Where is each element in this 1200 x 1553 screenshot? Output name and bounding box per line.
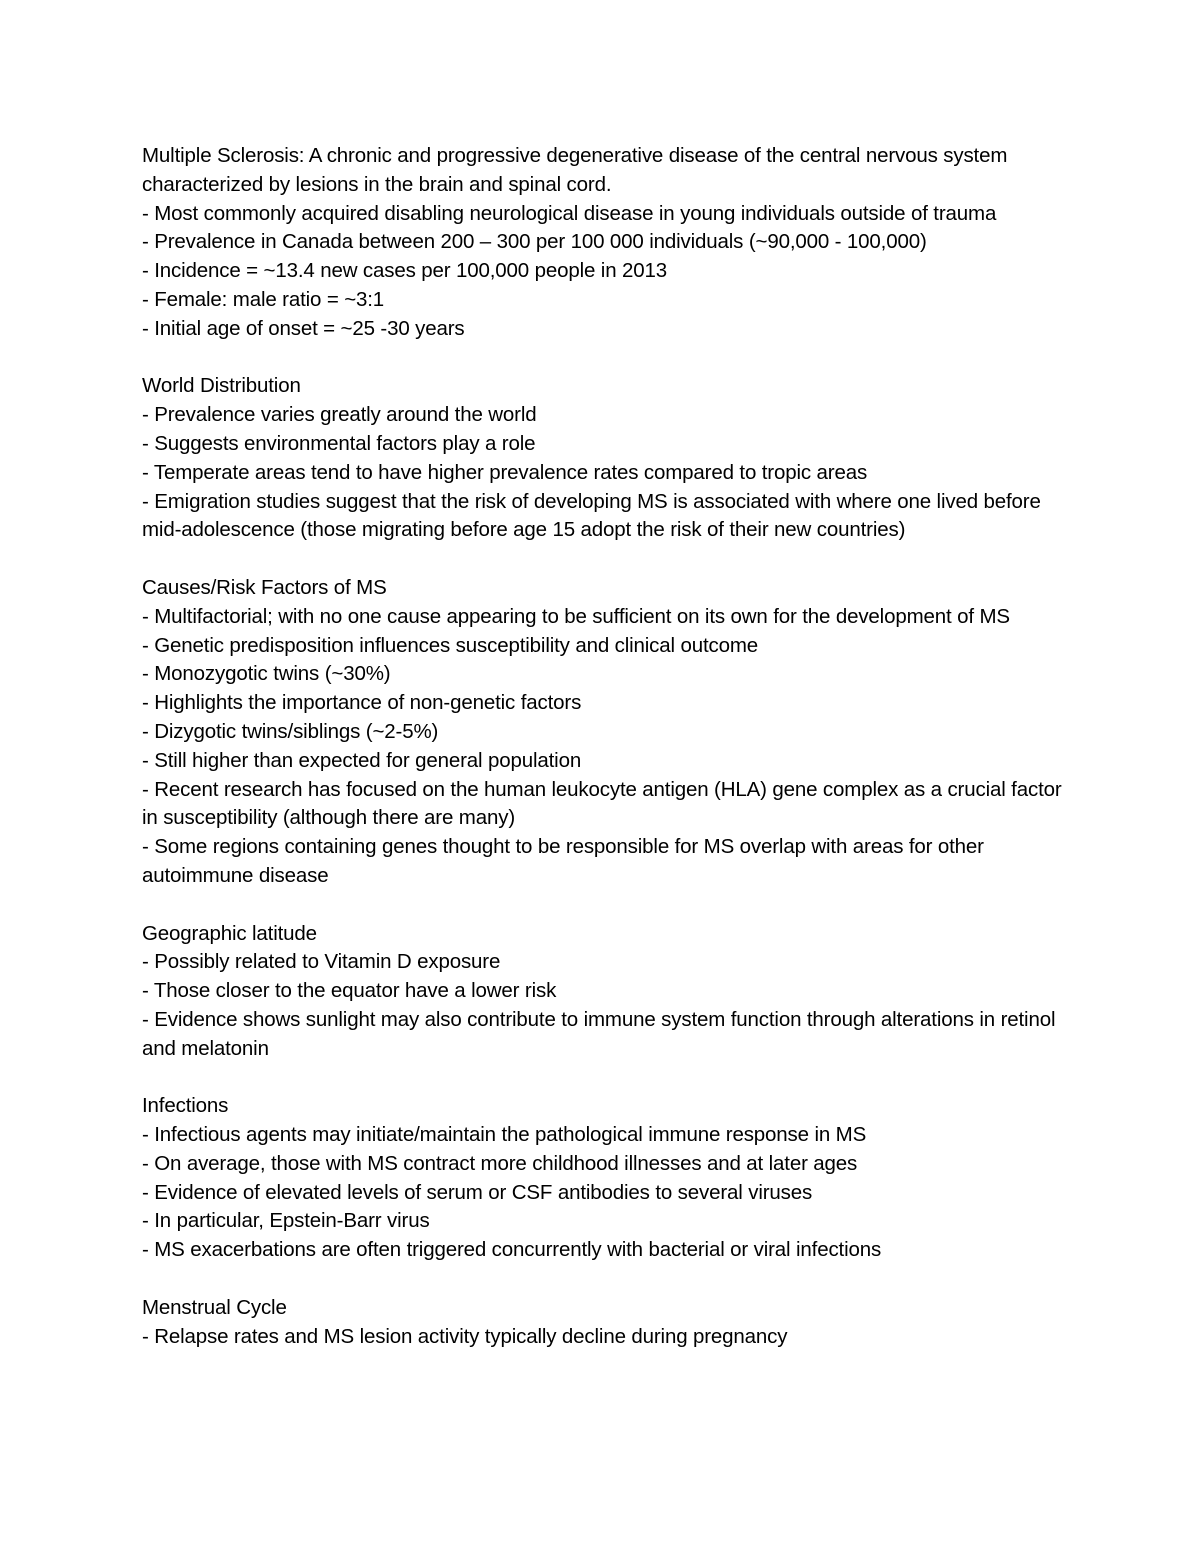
section-overview [142, 142, 1072, 344]
section-risk-factors [142, 574, 1072, 891]
paragraph-definition: Multiple Sclerosis: A chronic and progressive degenerative disease of the central nervous system characterized by lesions in the brain and spinal cord. [142, 144, 1008, 196]
list-item: - Evidence of elevated levels of serum or CSF antibodies to several viruses [142, 1180, 813, 1204]
list-item: - Some regions containing genes thought to be responsible for MS overlap with areas for other autoimmune disease [142, 835, 984, 887]
section-heading: Causes/Risk Factors of MS [142, 575, 387, 599]
list-item: - Prevalence varies greatly around the world [142, 403, 537, 427]
list-item: - Recent research has focused on the human leukocyte antigen (HLA) gene complex as a crucial factor in susceptibility (although there are many) [142, 777, 1062, 830]
list-item: - Suggests environmental factors play a role [142, 431, 536, 455]
list-item: - Incidence = ~13.4 new cases per 100,000 people in 2013 [142, 259, 667, 283]
list-item: - Evidence shows sunlight may also contribute to immune system function through alterations in retinol and melatonin [142, 1007, 1056, 1060]
list-item: - Female: male ratio = ~3:1 [142, 287, 385, 311]
section-heading: Infections [142, 1094, 229, 1118]
list-item: - Relapse rates and MS lesion activity typically decline during pregnancy [142, 1324, 788, 1348]
section-infections [142, 1092, 1072, 1265]
list-item: - In particular, Epstein-Barr virus [142, 1209, 430, 1233]
list-item: - On average, those with MS contract more childhood illnesses and at later ages [142, 1151, 858, 1175]
list-item: - Most commonly acquired disabling neurological disease in young individuals outside of trauma [142, 201, 997, 225]
list-item: - Those closer to the equator have a lower risk [142, 979, 557, 1003]
list-item: - Dizygotic twins/siblings (~2-5%) [142, 719, 439, 743]
list-item: - Genetic predisposition influences susceptibility and clinical outcome [142, 633, 759, 657]
list-item: - Infectious agents may initiate/maintain the pathological immune response in MS [142, 1123, 867, 1147]
list-item: - MS exacerbations are often triggered concurrently with bacterial or viral infections [142, 1238, 882, 1262]
section-heading: Menstrual Cycle [142, 1295, 287, 1319]
list-item: - Possibly related to Vitamin D exposure [142, 950, 501, 974]
section-world-distribution [142, 372, 1072, 545]
section-heading: Geographic latitude [142, 921, 317, 945]
list-item: - Still higher than expected for general population [142, 748, 582, 772]
section-menstrual-cycle [142, 1294, 1072, 1352]
list-item: - Multifactorial; with no one cause appearing to be sufficient on its own for the development of MS [142, 604, 1010, 628]
section-geographic-latitude [142, 920, 1072, 1064]
list-item: - Prevalence in Canada between 200 – 300 per 100 000 individuals (~90,000 - 100,000) [142, 230, 927, 254]
list-item: - Temperate areas tend to have higher prevalence rates compared to tropic areas [142, 460, 868, 484]
list-item: - Emigration studies suggest that the risk of developing MS is associated with where one lived before mid-adolescence (those migrating before age 15 adopt the risk of their new countries) [142, 489, 1041, 542]
list-item: - Monozygotic twins (~30%) [142, 662, 391, 686]
document-page [142, 142, 1072, 1380]
list-item: - Initial age of onset = ~25 -30 years [142, 316, 465, 340]
list-item: - Highlights the importance of non-genetic factors [142, 691, 582, 715]
section-heading: World Distribution [142, 374, 301, 398]
